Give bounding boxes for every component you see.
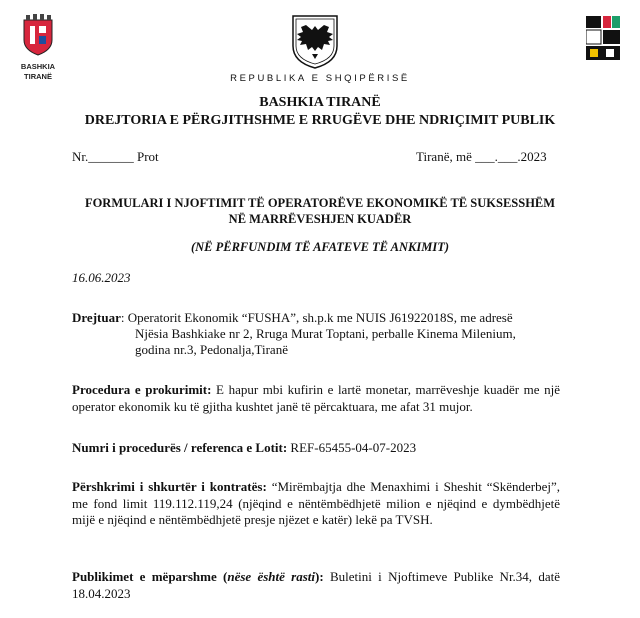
previous-publications-paragraph [72, 569, 560, 602]
procedure-number-text: REF-65455-04-07-2023 [290, 440, 417, 455]
republika-header: REPUBLIKA E SHQIPËRISË [230, 73, 410, 84]
addressee-line-2: Njësia Bashkiake nr 2, Rruga Murat Toptani, perballe Kinema Milenium, [135, 326, 516, 341]
institution-title: BASHKIA TIRANË [259, 95, 381, 110]
paren-open: ( [216, 569, 228, 584]
previous-publications-text: Buletini i Njoftimeve Publike Nr.34, datë 18.04.2023 [72, 569, 560, 601]
addressee-text-1: : Operatorit Ekonomik “FUSHA”, sh.p.k me NUIS J61922018S, me adresë [120, 310, 513, 325]
form-title-line-2: NË MARRËVESHJEN KUADËR [228, 212, 412, 226]
addressee-line-3: godina nr.3, Pedonalja,Tiranë [135, 342, 288, 357]
form-title-line-1: FORMULARI I NJOFTIMIT TË OPERATORËVE EKONOMIKË TË SUKSESSHËM [84, 196, 556, 210]
contract-description-label: Përshkrimi i shkurtër i kontratës: [72, 479, 267, 494]
logo-label-1: BASHKIA [20, 62, 56, 71]
addressee-label: Drejtuar [72, 310, 121, 325]
procedure-number-paragraph [72, 440, 560, 457]
directorate-title: DREJTORIA E PËRGJITHSHME E RRUGËVE DHE NDRIÇIMIT PUBLIK [84, 113, 556, 128]
contract-description-paragraph [72, 479, 560, 529]
contract-description-text: “Mirëmbajtja dhe Menaxhimi i Sheshit “Skënderbej”, me fond limit 119.112.119,24 (njëqind e nëntëmbëdhjetë milion e njëqind e dymbëdhjetë mijë e njëqind e nëntëmbëdhjetë presje njëzet e katër) lekë pa TVSH. [72, 479, 561, 527]
protocol-number: Nr._______ Prot [72, 149, 159, 164]
procedure-label: Procedura e prokurimit: [72, 382, 212, 397]
bashkia-tirane-logo [18, 14, 58, 81]
procedure-number-label: Numri i procedurës / referenca e Lotit: [72, 440, 288, 455]
municipality-shield-icon [21, 14, 55, 56]
right-logo-icon [586, 16, 620, 60]
procedure-paragraph [72, 382, 560, 415]
previous-publications-note: nëse është rasti [227, 569, 316, 584]
place-date: Tiranë, më ___.___.2023 [416, 149, 547, 164]
albania-eagle-emblem-icon [291, 14, 339, 70]
form-subtitle: (NË PËRFUNDIM TË AFATEVE TË ANKIMIT) [190, 240, 450, 254]
addressee-line-1 [72, 310, 513, 326]
logo-label-2: TIRANË [24, 72, 52, 81]
paren-close: ): [315, 569, 324, 584]
previous-publications-label: Publikimet e mëparshme [72, 569, 217, 584]
document-date: 16.06.2023 [72, 270, 131, 285]
procedure-text: E hapur mbi kufirin e lartë monetar, marrëveshje kuadër me një operator ekonomik ku të gjitha kushtet janë të përcaktuara, me afat 31 mujor. [72, 382, 561, 414]
